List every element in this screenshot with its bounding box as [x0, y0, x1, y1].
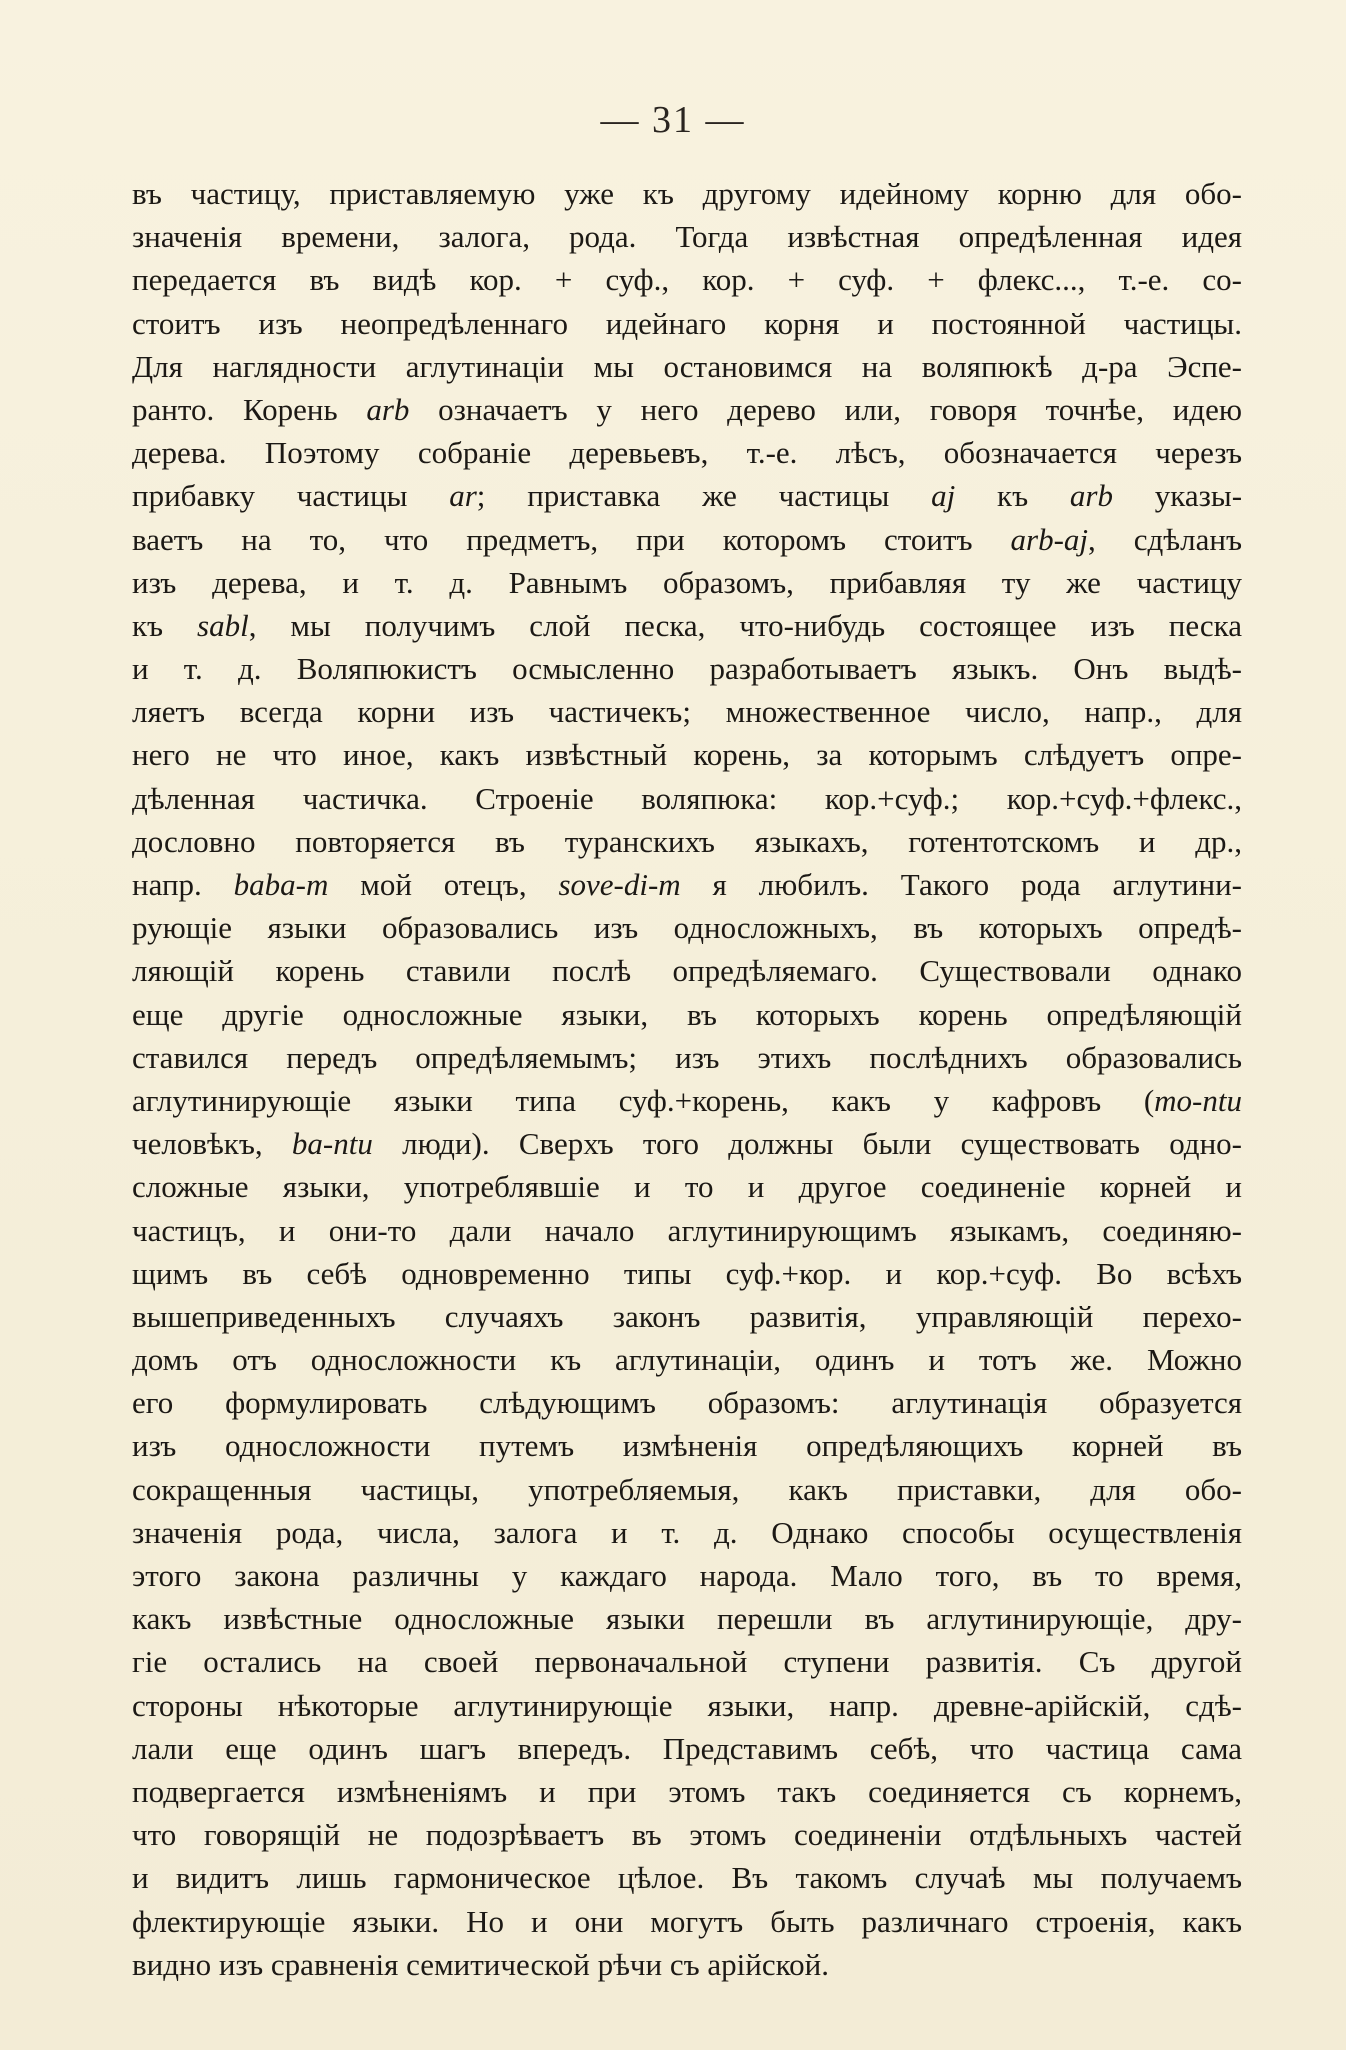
text-segment: и т. д. Воляпюкистъ осмысленно разработываетъ языкъ. Онъ выдѣ-: [132, 651, 1242, 687]
text-line: [132, 906, 1242, 949]
text-segment: дѣленная частичка. Строеніе воляпюка: кор.+суф.; кор.+суф.+флекс.,: [132, 780, 1242, 816]
text-line: [132, 1640, 1242, 1683]
text-segment: вышеприведенныхъ случаяхъ законъ развитія, управляющій перехо-: [132, 1298, 1242, 1334]
text-segment: изъ односложности путемъ измѣненія опредѣляющихъ корней въ: [132, 1428, 1242, 1464]
text-segment: стороны нѣкоторые аглутинирующіе языки, напр. древне-арійскій, сдѣ-: [132, 1687, 1242, 1723]
text-line: [132, 647, 1242, 690]
text-segment: значенія времени, залога, рода. Тогда извѣстная опредѣленная идея: [132, 219, 1242, 255]
text-line: [132, 863, 1242, 906]
text-segment: напр.: [132, 867, 234, 902]
text-segment: рующіе языки образовались изъ односложныхъ, въ которыхъ опредѣ-: [132, 910, 1242, 946]
text-segment: домъ отъ односложности къ аглутинаціи, одинъ и тотъ же. Можно: [132, 1342, 1242, 1378]
text-segment: означаетъ у него дерево или, говоря точнѣе, идею: [409, 391, 1242, 427]
text-line: [132, 1727, 1242, 1770]
text-segment: ставился передъ опредѣляемымъ; изъ этихъ послѣднихъ образовались: [132, 1039, 1242, 1075]
italic-term: sabl: [197, 607, 249, 643]
text-line: [132, 777, 1242, 820]
text-line: [132, 1079, 1242, 1122]
text-segment: люди). Сверхъ того должны были существовать одно-: [372, 1126, 1242, 1162]
text-line: [132, 1338, 1242, 1381]
italic-term: arb: [366, 391, 410, 427]
text-line: [132, 431, 1242, 474]
text-line: [132, 1813, 1242, 1856]
text-line: [132, 1770, 1242, 1813]
text-segment: , мы получимъ слой песка, что-нибудь состоящее изъ песка: [248, 607, 1243, 643]
text-line: [132, 302, 1242, 345]
text-line: [132, 1381, 1242, 1424]
text-segment: сложные языки, употреблявшіе и то и другое соединеніе корней и: [132, 1169, 1242, 1205]
text-segment: ; приставка же частицы: [476, 478, 932, 514]
text-segment: къ: [955, 478, 1070, 514]
text-line: [132, 604, 1242, 647]
text-line: [132, 1295, 1242, 1338]
text-segment: видно изъ сравненія семитической рѣчи съ арійской.: [132, 1946, 829, 1982]
text-segment: ляющій корень ставили послѣ опредѣляемаго. Существовали однако: [132, 953, 1242, 989]
text-segment: что говорящій не подозрѣваетъ въ этомъ соединеніи отдѣльныхъ частей: [132, 1817, 1242, 1853]
text-segment: подвергается измѣненіямъ и при этомъ такъ соединяется съ корнемъ,: [132, 1773, 1242, 1809]
text-line: [132, 215, 1242, 258]
text-segment: , сдѣланъ: [1088, 521, 1242, 557]
italic-term: sove-di-m: [558, 867, 681, 902]
text-line: [132, 1900, 1242, 1943]
italic-term: ar: [449, 478, 477, 514]
text-line: [132, 690, 1242, 733]
text-segment: указы-: [1112, 478, 1243, 514]
page-number: — 31 —: [600, 99, 746, 141]
text-line: [132, 1468, 1242, 1511]
italic-term: ba-ntu: [291, 1126, 373, 1162]
text-line: [132, 518, 1242, 561]
text-segment: еще другіе односложные языки, въ которыхъ корень опредѣляющій: [132, 996, 1242, 1032]
text-segment: прибавку частицы: [132, 478, 450, 514]
text-line: [132, 1943, 1242, 1986]
text-line: [132, 993, 1242, 1036]
text-segment: передается въ видѣ кор. + суф., кор. + суф. + флекс..., т.-е. со-: [132, 262, 1242, 298]
text-line: [132, 1252, 1242, 1295]
text-segment: значенія рода, числа, залога и т. д. Однако способы осуществленія: [132, 1514, 1242, 1550]
text-line: [132, 1856, 1242, 1899]
text-segment: частицъ, и они-то дали начало аглутинирующимъ языкамъ, соединяю-: [132, 1212, 1242, 1248]
text-segment: къ: [132, 607, 198, 643]
text-line: [132, 733, 1242, 776]
text-segment: человѣкъ,: [132, 1126, 292, 1162]
text-line: [132, 1684, 1242, 1727]
text-line: [132, 1122, 1242, 1165]
text-line: [132, 1209, 1242, 1252]
text-line: [132, 258, 1242, 301]
text-segment: я любилъ. Такого рода аглутини-: [680, 867, 1243, 902]
text-line: [132, 949, 1242, 992]
italic-term: arb: [1069, 478, 1113, 514]
text-line: [132, 1511, 1242, 1554]
text-segment: ваетъ на то, что предметъ, при которомъ стоитъ: [132, 521, 1011, 557]
text-line: [132, 388, 1242, 431]
text-segment: ляетъ всегда корни изъ частичекъ; множественное число, напр., для: [132, 694, 1242, 730]
text-line: [132, 1554, 1242, 1597]
text-segment: изъ дерева, и т. д. Равнымъ образомъ, прибавляя ту же частицу: [132, 564, 1242, 600]
text-line: [132, 820, 1242, 863]
italic-term: aj: [931, 478, 956, 514]
italic-term: mo-ntu: [1154, 1082, 1242, 1118]
text-segment: дословно повторяется въ туранскихъ языкахъ, готентотскомъ и др.,: [132, 823, 1242, 859]
text-segment: какъ извѣстные односложные языки перешли въ аглутинирующіе, дру-: [132, 1601, 1242, 1637]
text-line: [132, 1036, 1242, 1079]
text-line: [132, 474, 1242, 517]
italic-term: baba-m: [233, 867, 329, 902]
text-line: [132, 345, 1242, 388]
text-segment: флектирующіе языки. Но и они могутъ быть различнаго строенія, какъ: [132, 1903, 1242, 1939]
text-segment: дерева. Поэтому собраніе деревьевъ, т.-е. лѣсъ, обозначается черезъ: [132, 435, 1242, 471]
text-segment: гіе остались на своей первоначальной ступени развитія. Съ другой: [132, 1644, 1242, 1680]
text-segment: лали еще одинъ шагъ впередъ. Представимъ себѣ, что частица сама: [132, 1730, 1242, 1766]
text-segment: стоитъ изъ неопредѣленнаго идейнаго корня и постоянной частицы.: [132, 305, 1242, 341]
text-segment: его формулировать слѣдующимъ образомъ: аглутинація образуется: [132, 1385, 1242, 1421]
text-segment: Для наглядности аглутинаціи мы остановимся на воляпюкѣ д-ра Эспе-: [132, 348, 1242, 384]
text-segment: и видитъ лишь гармоническое цѣлое. Въ такомъ случаѣ мы получаемъ: [132, 1860, 1242, 1896]
text-line: [132, 172, 1242, 215]
body-text: [132, 172, 1242, 1986]
text-line: [132, 1597, 1242, 1640]
text-segment: щимъ въ себѣ одновременно типы суф.+кор. и кор.+суф. Во всѣхъ: [132, 1255, 1242, 1291]
text-segment: мой отецъ,: [328, 867, 559, 902]
text-segment: сокращенныя частицы, употребляемыя, какъ приставки, для обо-: [132, 1471, 1242, 1507]
text-segment: аглутинирующіе языки типа суф.+корень, какъ у кафровъ (: [132, 1082, 1155, 1118]
text-line: [132, 1424, 1242, 1467]
text-segment: въ частицу, приставляемую уже къ другому идейному корню для обо-: [132, 176, 1242, 211]
text-segment: ранто. Корень: [132, 391, 367, 427]
text-segment: него не что иное, какъ извѣстный корень, за которымъ слѣдуетъ опре-: [132, 737, 1242, 773]
italic-term: arb-aj: [1010, 521, 1089, 557]
text-line: [132, 1165, 1242, 1208]
text-segment: этого закона различны у каждаго народа. Мало того, въ то время,: [132, 1558, 1242, 1593]
text-line: [132, 561, 1242, 604]
